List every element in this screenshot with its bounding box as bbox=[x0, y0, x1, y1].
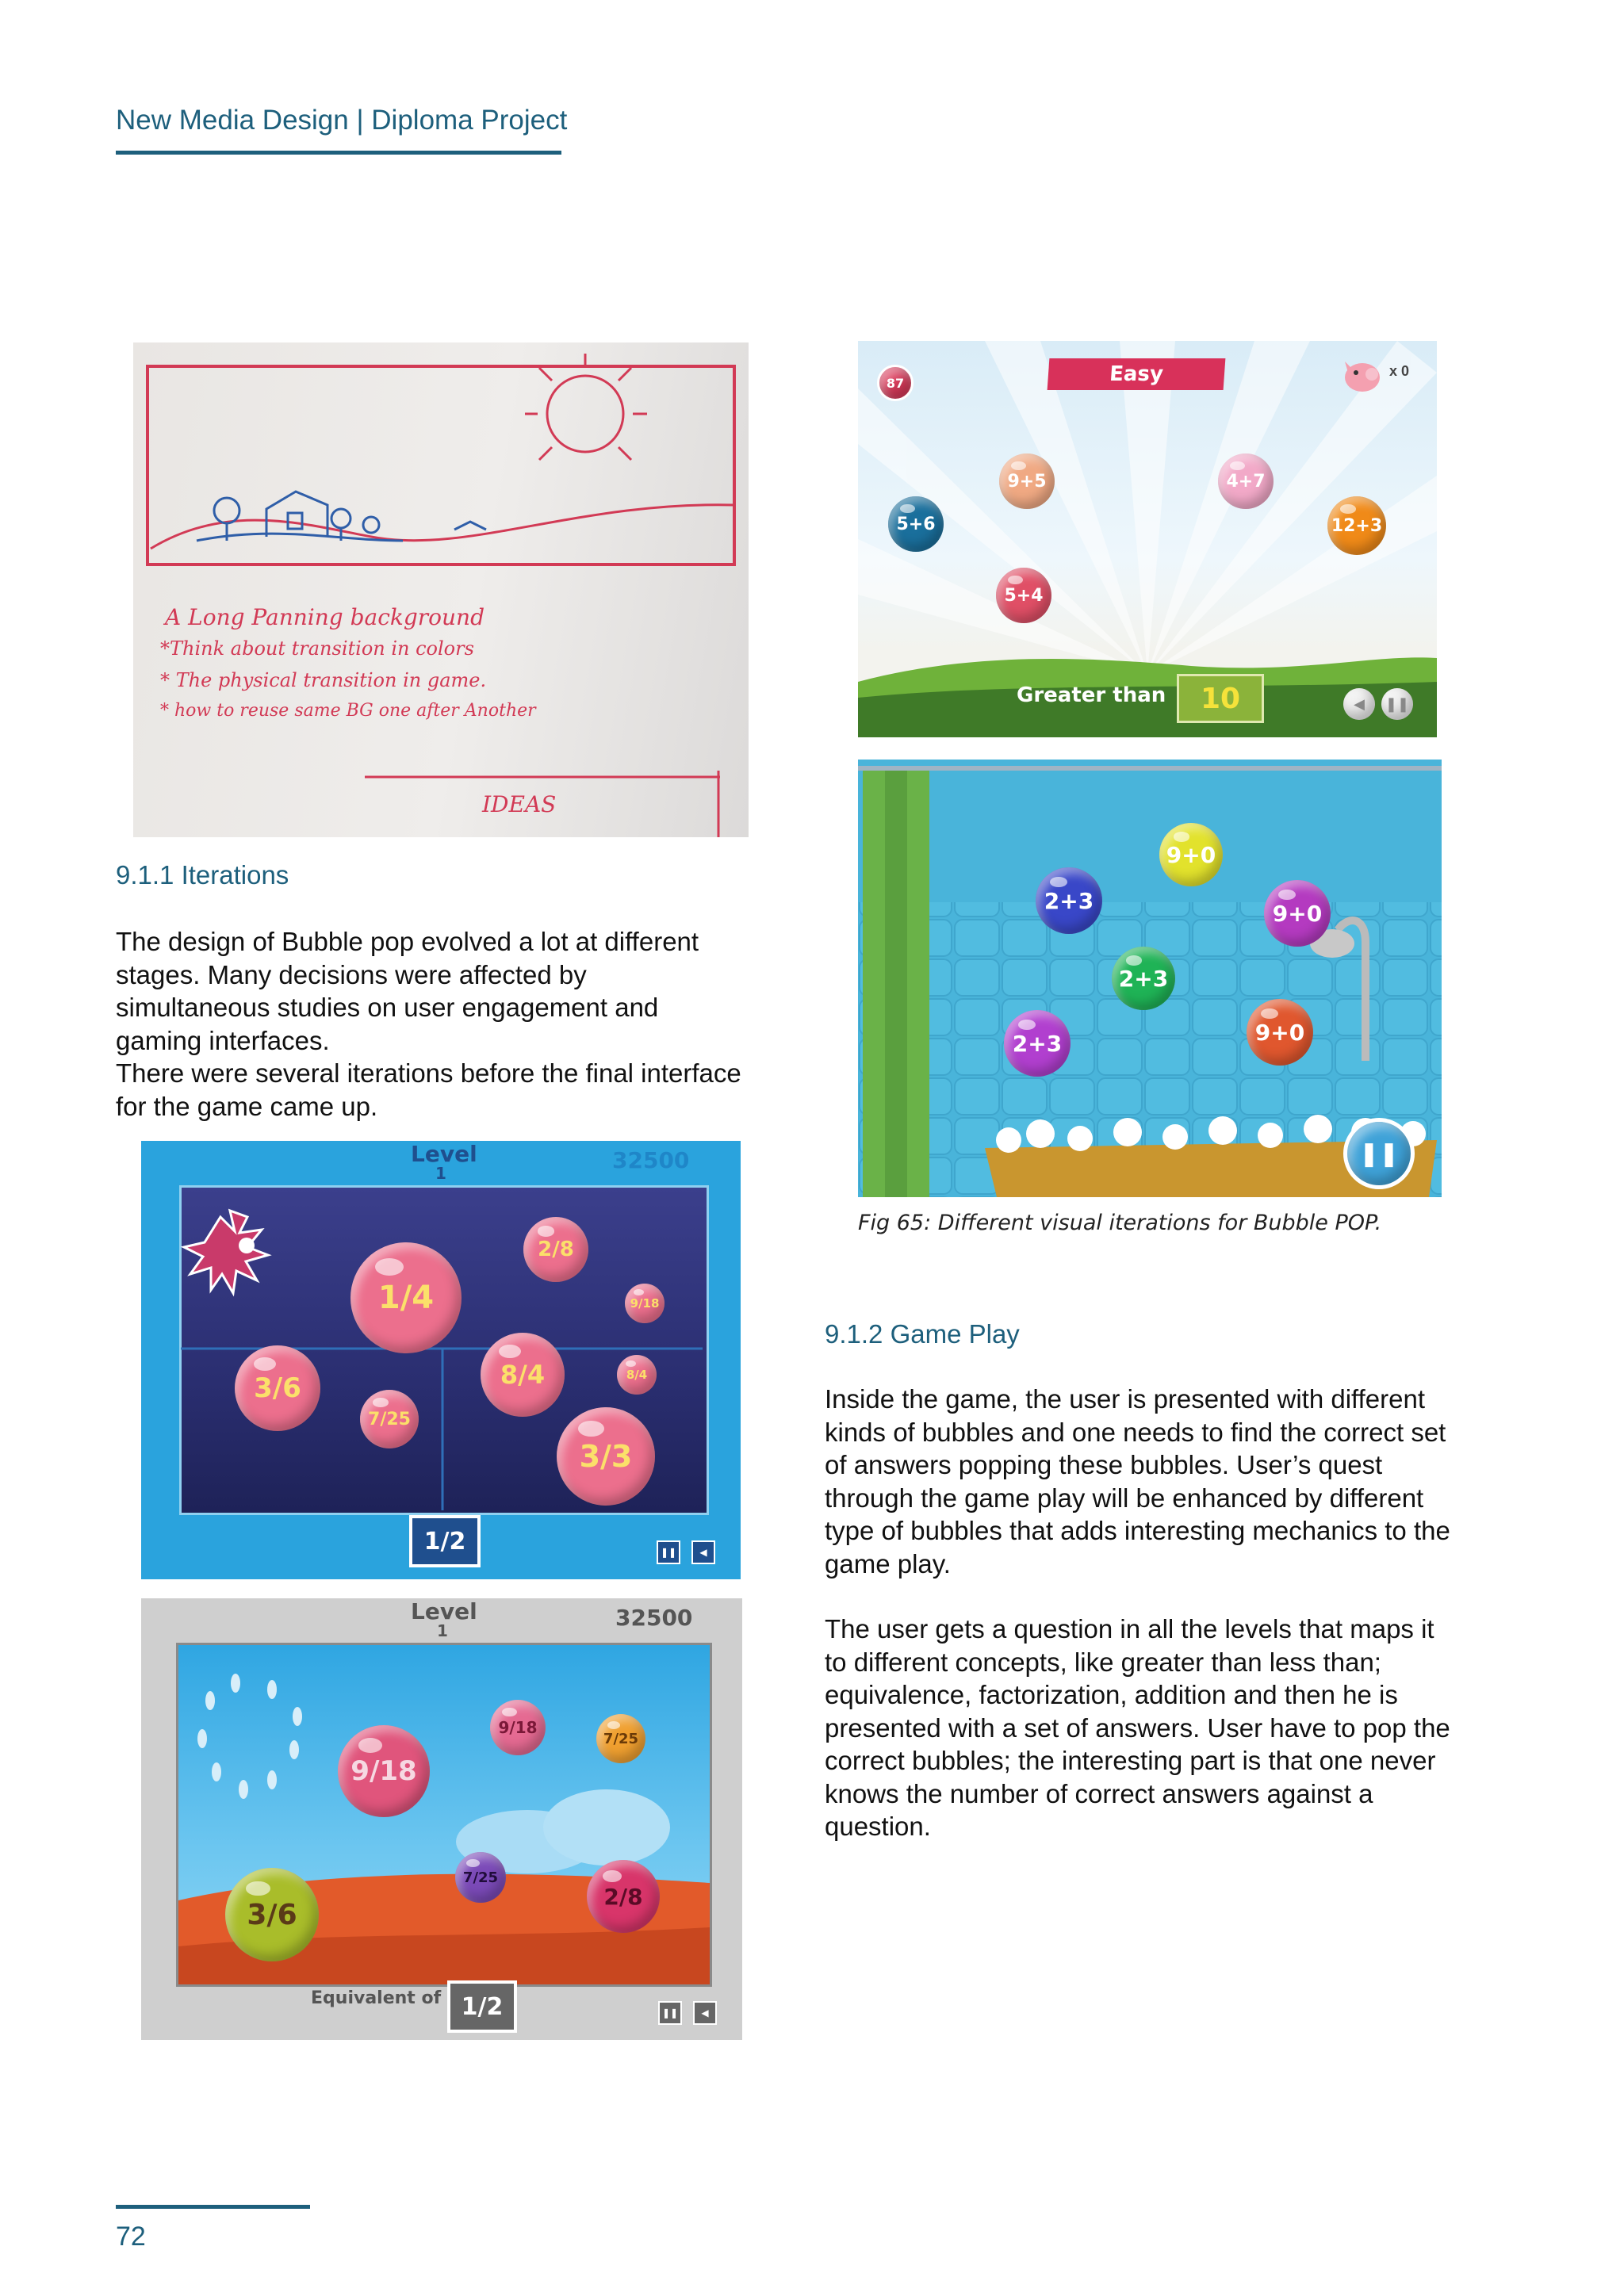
answer-bubble[interactable]: 2/8 bbox=[587, 1860, 660, 1933]
answer-bubble[interactable]: 2/8 bbox=[523, 1217, 588, 1282]
sketch-note-line-1: A Long Panning background bbox=[165, 604, 485, 630]
sketch-photo bbox=[133, 342, 749, 837]
answer-bubble[interactable]: 3/3 bbox=[557, 1407, 655, 1506]
screenshot-easy-level bbox=[858, 341, 1437, 737]
page-number: 72 bbox=[116, 2221, 146, 2252]
answer-bubble[interactable]: 2+3 bbox=[1004, 1010, 1071, 1077]
sound-icon[interactable]: ◀ bbox=[1343, 688, 1375, 720]
level-label: Level bbox=[411, 1598, 477, 1624]
level-tab bbox=[411, 1598, 477, 1640]
question-prompt: Equivalent of bbox=[311, 1988, 442, 2008]
answer-bubble[interactable]: 9+0 bbox=[1159, 823, 1223, 886]
answer-bubble[interactable]: 9/18 bbox=[490, 1700, 546, 1755]
pig-icon bbox=[1339, 350, 1386, 398]
screenshot-fraction-level-dark bbox=[141, 1141, 741, 1579]
answer-bubble[interactable]: 9/18 bbox=[338, 1725, 430, 1817]
score-display: 32500 bbox=[615, 1605, 693, 1631]
level-tab bbox=[411, 1141, 477, 1183]
sketch-note-line-4: * how to reuse same BG one after Another bbox=[160, 701, 536, 721]
pause-icon[interactable]: ❚❚ bbox=[1343, 1118, 1415, 1189]
footer-rule bbox=[116, 2205, 310, 2209]
section-title-gameplay: 9.1.2 Game Play bbox=[825, 1319, 1020, 1349]
sketch-note-line-3: * The physical transition in game. bbox=[160, 669, 487, 691]
answer-bubble[interactable]: 5+4 bbox=[996, 568, 1051, 623]
target-fraction: 1/2 bbox=[409, 1515, 481, 1567]
answer-bubble[interactable]: 9+0 bbox=[1264, 880, 1331, 947]
level-number: 1 bbox=[437, 1621, 448, 1640]
answer-bubble[interactable]: 5+6 bbox=[888, 496, 944, 552]
answer-bubble[interactable]: 3/6 bbox=[225, 1868, 319, 1961]
section-title-iterations: 9.1.1 Iterations bbox=[116, 860, 289, 890]
answer-bubble[interactable]: 7/25 bbox=[596, 1714, 645, 1763]
answer-bubble[interactable]: 8/4 bbox=[481, 1333, 565, 1417]
screenshot-fraction-level-orange bbox=[141, 1598, 742, 2040]
score-badge: 87 bbox=[877, 365, 914, 401]
pause-icon[interactable]: ❚❚ bbox=[1381, 688, 1413, 720]
gameplay-paragraph-1: Inside the game, the user is presented with different kinds of bubbles and one needs to find the correct set of answers popping these bubbles. User’s quest through the game play will be enhanced by different type of bubbles that adds interesting mechanics to the game play. bbox=[825, 1384, 1450, 1578]
answer-bubble[interactable]: 8/4 bbox=[617, 1355, 657, 1395]
iterations-body bbox=[116, 925, 742, 1123]
lives-count: x 0 bbox=[1389, 363, 1410, 379]
storyboard-sketch-drawing bbox=[133, 342, 749, 837]
answer-bubble[interactable]: 7/25 bbox=[360, 1390, 419, 1448]
level-number: 1 bbox=[435, 1164, 446, 1183]
answer-bubble[interactable]: 3/6 bbox=[235, 1345, 320, 1431]
answer-bubble[interactable]: 12+3 bbox=[1327, 496, 1386, 555]
figure-caption: Fig 65: Different visual iterations for Bubble POP. bbox=[858, 1211, 1382, 1235]
answer-bubble[interactable]: 1/4 bbox=[350, 1242, 462, 1353]
answer-bubble[interactable]: 9/18 bbox=[625, 1284, 665, 1323]
answer-bubble[interactable]: 7/25 bbox=[455, 1852, 506, 1903]
header-rule bbox=[116, 151, 561, 155]
answer-bubble[interactable]: 9+0 bbox=[1247, 999, 1313, 1066]
question-prompt: Greater than bbox=[1017, 683, 1166, 707]
answer-bubble[interactable]: 9+5 bbox=[999, 453, 1055, 509]
sketch-note-line-2: *Think about transition in colors bbox=[160, 637, 474, 660]
screenshot-bath-level bbox=[858, 760, 1442, 1197]
answer-bubble[interactable]: 2+3 bbox=[1112, 947, 1175, 1010]
pause-icon[interactable]: ❚❚ bbox=[657, 1540, 680, 1564]
difficulty-banner: Easy bbox=[1048, 358, 1226, 390]
running-header: New Media Design | Diploma Project bbox=[116, 105, 568, 136]
pause-icon[interactable]: ❚❚ bbox=[658, 2001, 682, 2025]
score-display: 32500 bbox=[612, 1147, 690, 1173]
iterations-paragraph-1: The design of Bubble pop evolved a lot at different stages. Many decisions were affected by simultaneous studies on user engagement and gaming interfaces. bbox=[116, 927, 699, 1055]
sketch-ideas-label: IDEAS bbox=[482, 791, 557, 817]
answer-bubble[interactable]: 4+7 bbox=[1218, 453, 1274, 509]
iterations-paragraph-2: There were several iterations before the final interface for the game came up. bbox=[116, 1058, 741, 1121]
gameplay-paragraph-2: The user gets a question in all the levels that maps it to different concepts, like greater than less than; equivalence, factorization, addition and then he is presented with a set of answers. User have to pop the correct bubbles; the interesting part is that one never knows the number of correct answers against a question. bbox=[825, 1614, 1450, 1841]
level-label: Level bbox=[411, 1141, 477, 1167]
target-fraction: 1/2 bbox=[447, 1980, 517, 2033]
answer-bubble[interactable]: 2+3 bbox=[1036, 867, 1102, 934]
target-number: 10 bbox=[1177, 674, 1264, 723]
gameplay-body bbox=[825, 1383, 1459, 1843]
sound-icon[interactable]: ◀ bbox=[693, 2001, 717, 2025]
sound-icon[interactable]: ◀ bbox=[691, 1540, 715, 1564]
